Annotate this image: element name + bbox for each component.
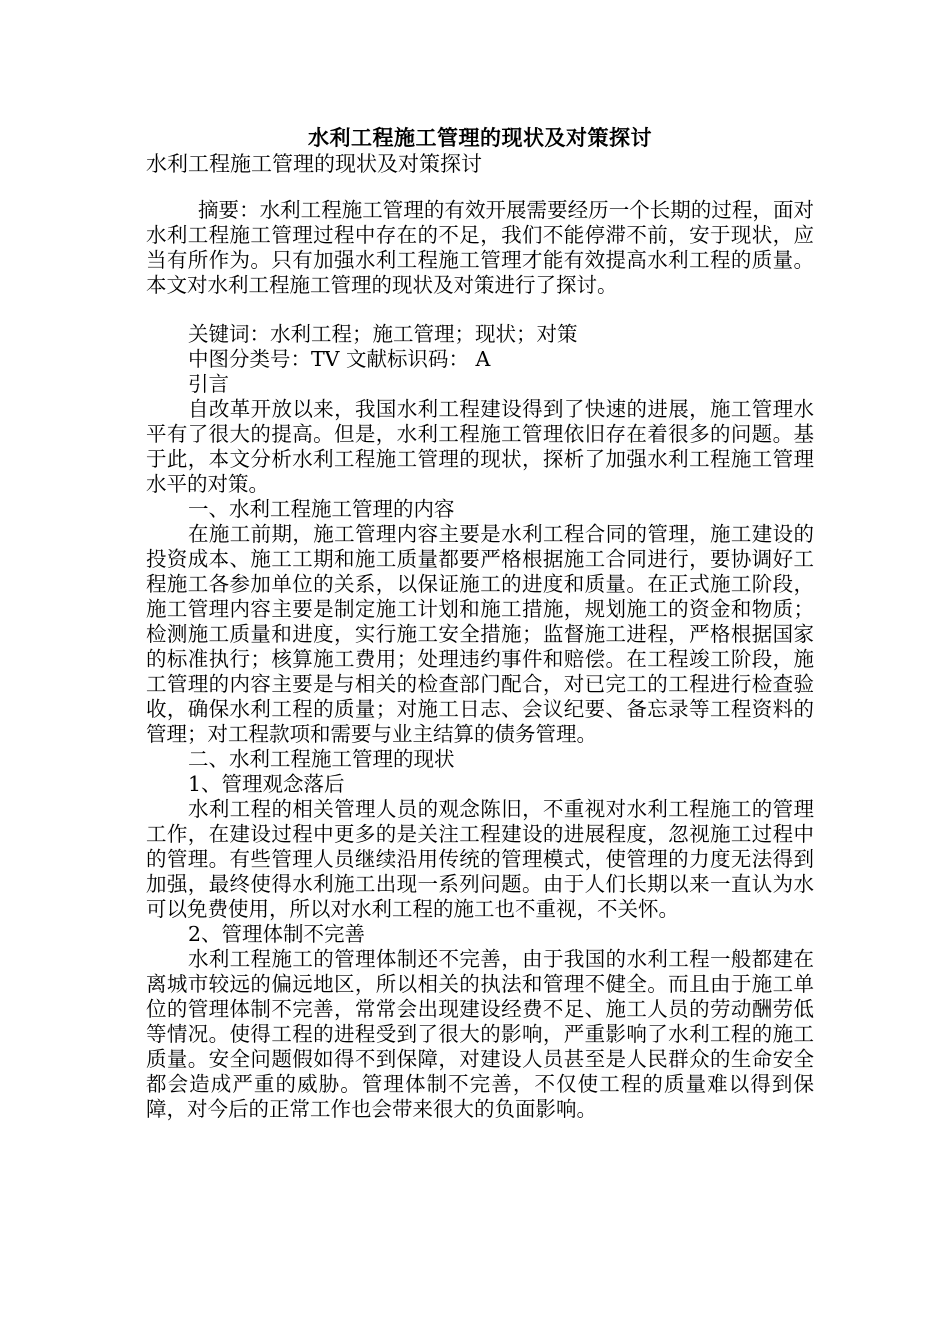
section1-paragraph: 在施工前期，施工管理内容主要是水利工程合同的管理，施工建设的投资成本、施工工期和施工质量都要严格根据施工合同进行，要协调好工程施工各参加单位的关系，以保证施工的进度和质量。在正式施工阶段，施工管理内容主要是制定施工计划和施工措施，规划施工的资金和物质；检测施工质量和进度，实行施工安全措施；监督施工进程，严格根据国家的标准执行；核算施工费用；处理违约事件和赔偿。在工程竣工阶段，施工管理的内容主要是与相关的检查部门配合，对已完工的工程进行检查验收，确保水利工程的质量；对施工日志、会议纪要、备忘录等工程资料的管理；对工程款项和需要与业主结算的债务管理。 (146, 522, 814, 746)
subsection1-heading: 1、管理观念落后 (188, 772, 345, 796)
document-subtitle: 水利工程施工管理的现状及对策探讨 (146, 152, 482, 176)
classification-line: 中图分类号：TV 文献标识码： A (188, 347, 491, 371)
subsection2-paragraph: 水利工程施工的管理体制还不完善，由于我国的水利工程一般都建在离城市较远的偏远地区，所以相关的执法和管理不健全。而且由于施工单位的管理体制不完善，常常会出现建设经费不足、施工人员的劳动酬劳低等情况。使得工程的进程受到了很大的影响，严重影响了水利工程的施工质量。安全问题假如得不到保障，对建设人员甚至是人民群众的生命安全都会造成严重的威胁。管理体制不完善，不仅使工程的质量难以得到保障，对今后的正常工作也会带来很大的负面影响。 (146, 947, 814, 1121)
document-title: 水利工程施工管理的现状及对策探讨 (308, 125, 652, 150)
subsection1-paragraph: 水利工程的相关管理人员的观念陈旧，不重视对水利工程施工的管理工作，在建设过程中更多的是关注工程建设的进展程度，忽视施工过程中的管理。有些管理人员继续沿用传统的管理模式，使管理的力度无法得到加强，最终使得水利施工出现一系列问题。由于人们长期以来一直认为水可以免费使用，所以对水利工程的施工也不重视，不关怀。 (146, 797, 814, 921)
section2-heading: 二、水利工程施工管理的现状 (188, 747, 455, 771)
keywords-line: 关键词：水利工程；施工管理；现状；对策 (188, 322, 578, 346)
section1-heading: 一、水利工程施工管理的内容 (188, 497, 455, 521)
document-body (146, 198, 814, 1122)
intro-heading: 引言 (188, 372, 229, 396)
abstract-paragraph: 摘要：水利工程施工管理的有效开展需要经历一个长期的过程，面对水利工程施工管理过程中存在的不足，我们不能停滞不前，安于现状，应当有所作为。只有加强水利工程施工管理才能有效提高水利工程的质量。本文对水利工程施工管理的现状及对策进行了探讨。 (146, 198, 814, 297)
subsection2-heading: 2、管理体制不完善 (188, 922, 366, 946)
intro-paragraph: 自改革开放以来，我国水利工程建设得到了快速的进展，施工管理水平有了很大的提高。但是，水利工程施工管理依旧存在着很多的问题。基于此，本文分析水利工程施工管理的现状，探析了加强水利工程施工管理水平的对策。 (146, 397, 814, 496)
